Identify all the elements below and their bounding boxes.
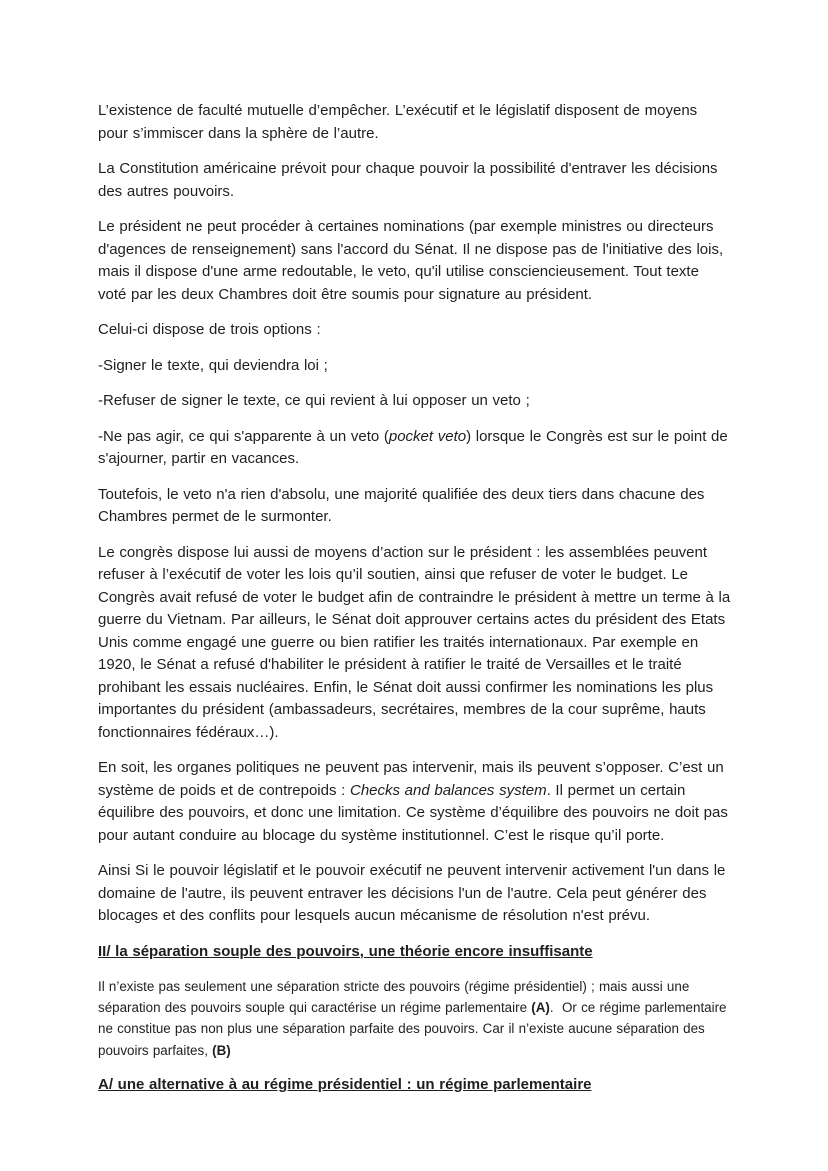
paragraph	[98, 319, 731, 342]
paragraph	[98, 158, 731, 203]
text-run: II/ la séparation souple des pouvoirs, une théorie encore insuffisante	[98, 942, 593, 960]
text-run: pocket veto	[388, 427, 467, 445]
text-run: Le président ne peut procéder à certaines nominations (par exemple ministres ou directeurs d'agences de renseignement) sans l'accord du Sénat. Il ne dispose pas de l'initiative des lois, mais il dispose d'une arme redoutable, le veto, qu'il utilise consciencieusement. Tout texte voté par les deux Chambres doit être soumis pour signature au président.	[98, 218, 728, 303]
text-run: ) lorsque le Congrès est sur le point de s'ajourner, partir en vacances.	[98, 427, 733, 467]
text-run: Le congrès dispose lui aussi de moyens d’action sur le président : les assemblées peuvent refuser à l’exécutif de voter les lois qu’il soutien, ainsi que refuser de voter le budget. Le Congrès avait refusé de voter le budget afin de contraindre le président à mettre un terme à la guerre du Vietnam. Par ailleurs, le Sénat doit approuver certains actes du président des Etats Unis comme engagé une guerre ou bien ratifier les traités internationaux. Par exemple en 1920, le Sénat a refusé d'habiliter le président à ratifier le traité de Versailles et le traité prohibant les essais nucléaires. Enfin, le Sénat doit aussi confirmer les nominations les plus importantes du président (ambassadeurs, secrétaires, membres de la cour suprême, hauts fonctionnaires fédéraux…).	[98, 543, 735, 741]
text-run: Il n’existe pas seulement une séparation stricte des pouvoirs (régime présidentiel) ; mais aussi une séparation des pouvoirs souple qui caractérise un régime parlementaire	[98, 979, 694, 1016]
text-run: A/ une alternative à au régime présidentiel : un régime parlementaire	[98, 1075, 592, 1093]
paragraph	[98, 216, 731, 306]
section-heading	[98, 941, 731, 964]
paragraph	[98, 355, 731, 378]
paragraph	[98, 484, 731, 529]
text-run: -Refuser de signer le texte, ce qui revient à lui opposer un veto ;	[98, 392, 530, 409]
text-run: . Or ce régime parlementaire ne constitue pas non plus une séparation parfaite des pouvoirs. Car il n’existe aucune séparation des pouvoirs parfaites,	[98, 1000, 731, 1058]
paragraph	[98, 757, 731, 847]
paragraph	[98, 426, 731, 471]
paragraph	[98, 100, 731, 145]
text-run: (B)	[212, 1042, 231, 1058]
text-run: -Ne pas agir, ce qui s'apparente à un veto (	[98, 427, 389, 445]
paragraph	[98, 976, 731, 1061]
section-heading	[98, 1074, 731, 1097]
paragraph	[98, 390, 731, 413]
text-run: Toutefois, le veto n'a rien d'absolu, une majorité qualifiée des deux tiers dans chacune des Chambres permet de le surmonter.	[98, 485, 710, 525]
text-run: (A)	[531, 1000, 550, 1016]
text-run: Ainsi Si le pouvoir législatif et le pouvoir exécutif ne peuvent intervenir activement l'un dans le domaine de l'autre, ils peuvent entraver les décisions l'un de l'autre. Cela peut générer des blocages et des conflits pour lesquels aucun mécanisme de résolution n'est prévu.	[98, 862, 731, 924]
paragraph	[98, 860, 731, 928]
text-run: Checks and balances system	[349, 781, 547, 799]
text-run: En soit, les organes politiques ne peuvent pas intervenir, mais ils peuvent s’opposer. C’est un système de poids et de contrepoids :	[98, 759, 729, 799]
text-run: La Constitution américaine prévoit pour chaque pouvoir la possibilité d'entraver les décisions des autres pouvoirs.	[98, 160, 723, 200]
text-run: -Signer le texte, qui deviendra loi ;	[98, 356, 328, 374]
text-run: . Il permet un certain équilibre des pouvoirs, et donc une limitation. Ce système d’équilibre des pouvoirs ne doit pas pour autant conduire au blocage du système institutionnel. C’est le risque qu’il porte.	[98, 781, 733, 844]
text-run: Celui-ci dispose de trois options :	[98, 321, 321, 338]
paragraph	[98, 542, 735, 745]
text-run: L’existence de faculté mutuelle d’empêcher. L’exécutif et le législatif disposent de moyens pour s’immiscer dans la sphère de l’autre.	[98, 102, 702, 142]
